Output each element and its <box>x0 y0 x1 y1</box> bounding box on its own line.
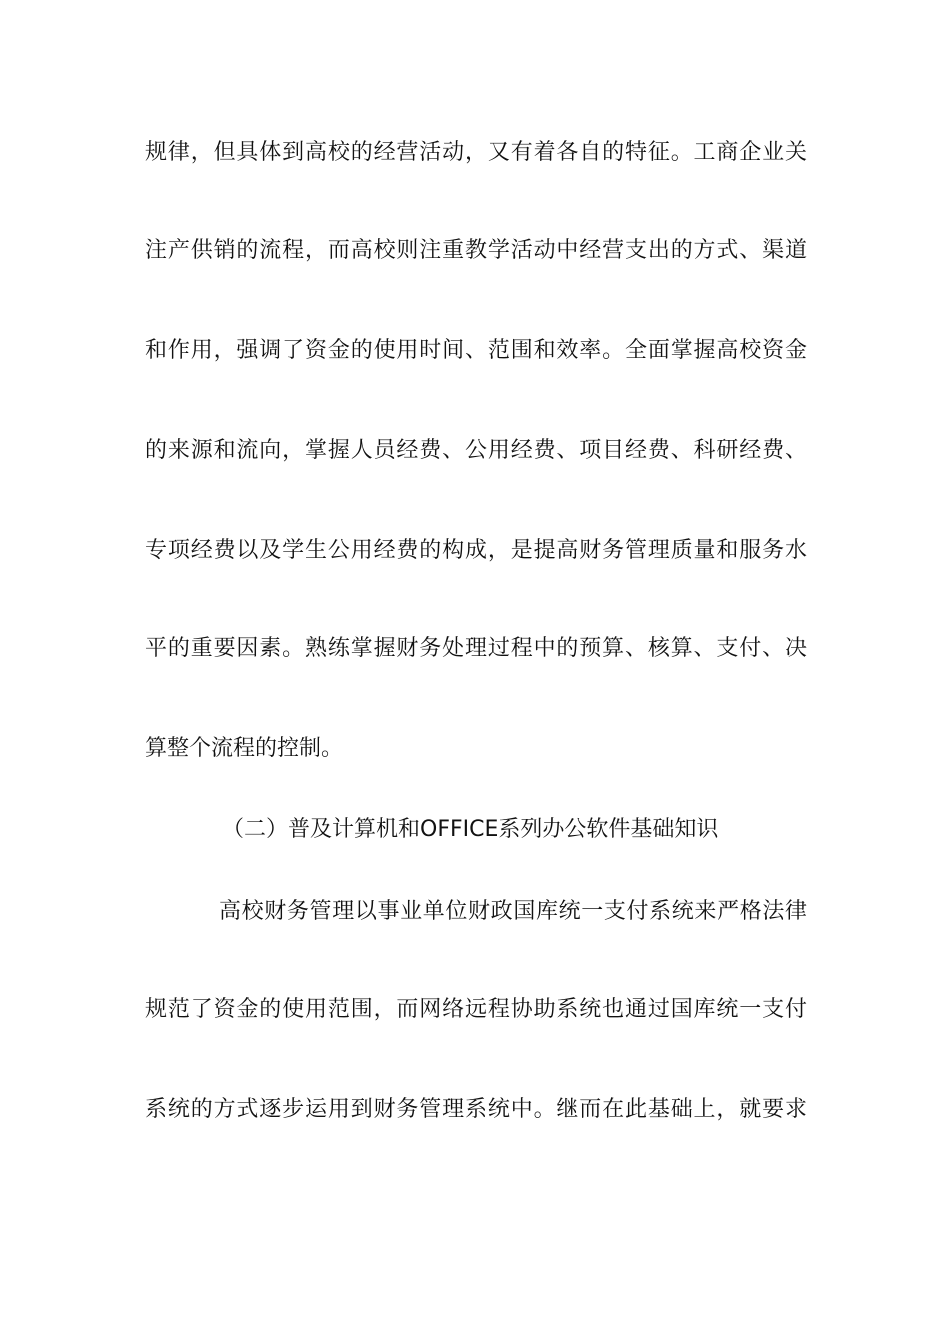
paragraph-1-line-5: 专项经费以及学生公用经费的构成，是提高财务管理质量和服务水 <box>145 538 807 563</box>
paragraph-1-line-7: 算整个流程的控制。 <box>145 736 344 761</box>
paragraph-1-line-3: 和作用，强调了资金的使用时间、范围和效率。全面掌握高校资金 <box>145 338 807 363</box>
paragraph-1-line-1: 规律，但具体到高校的经营活动，又有着各自的特征。工商企业关 <box>145 140 807 165</box>
paragraph-2-line-1: 高校财务管理以事业单位财政国库统一支付系统来严格法律 <box>219 899 807 924</box>
paragraph-2-line-2: 规范了资金的使用范围，而网络远程协助系统也通过国库统一支付 <box>145 997 807 1022</box>
section-heading: （二）普及计算机和OFFICE系列办公软件基础知识 <box>222 817 719 842</box>
paragraph-1-line-2: 注产供销的流程，而高校则注重教学活动中经营支出的方式、渠道 <box>145 238 807 263</box>
paragraph-2-line-3: 系统的方式逐步运用到财务管理系统中。继而在此基础上，就要求 <box>145 1097 807 1122</box>
paragraph-1-line-4: 的来源和流向，掌握人员经费、公用经费、项目经费、科研经费、 <box>145 438 807 463</box>
paragraph-1-line-6: 平的重要因素。熟练掌握财务处理过程中的预算、核算、支付、决 <box>145 636 807 661</box>
